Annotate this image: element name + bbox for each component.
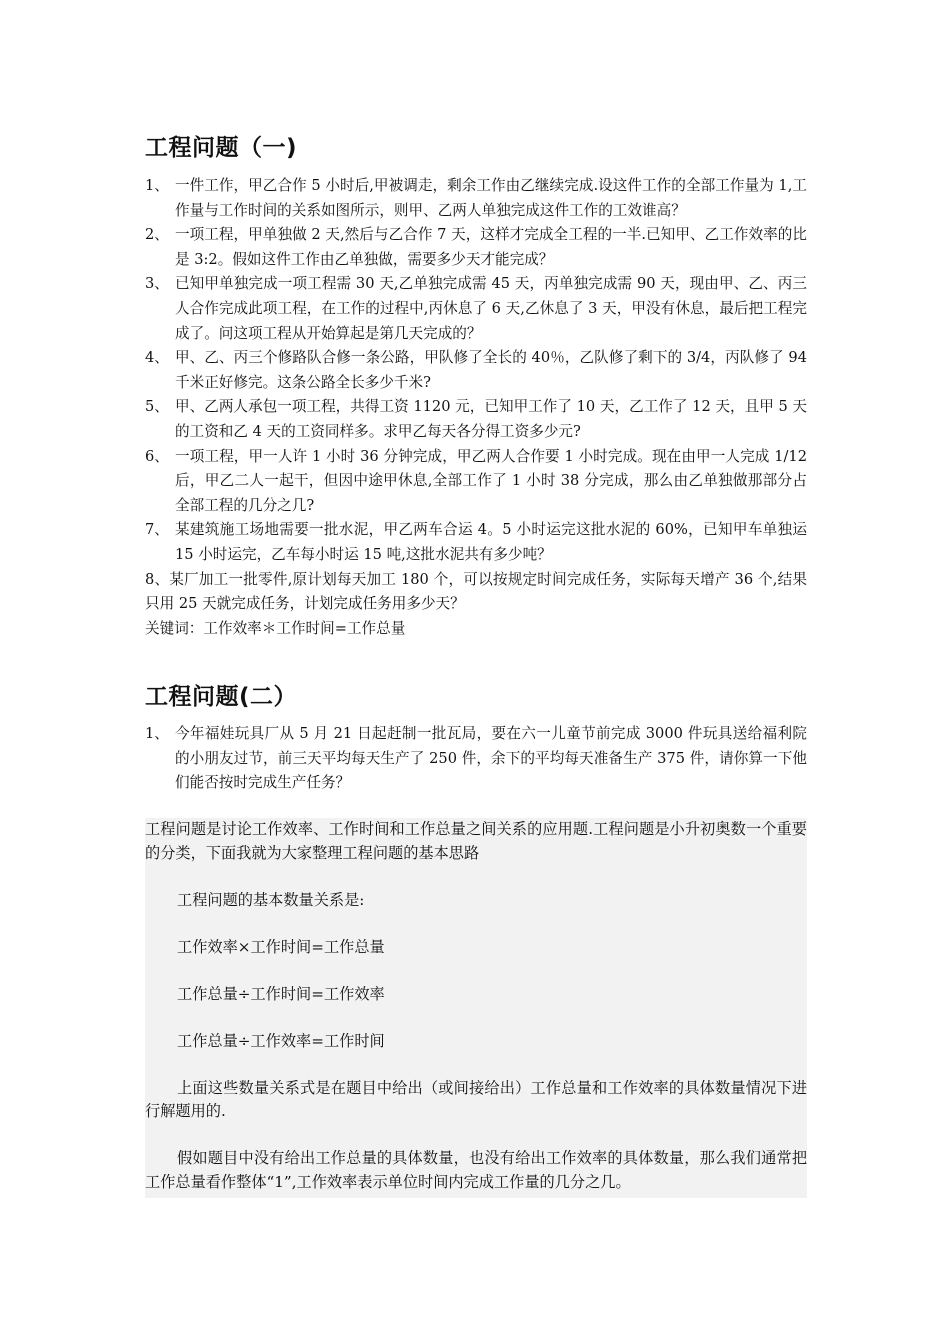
formula-3: 工作总量÷工作效率=工作时间 xyxy=(177,1031,385,1050)
explanation-intro: 工程问题是讨论工作效率、工作时间和工作总量之间关系的应用题.工程问题是小升初奥数一个重要的分类，下面我就为大家整理工程问题的基本思路 xyxy=(145,820,807,862)
section1-title: 工程问题（一) xyxy=(145,135,298,161)
problem-item-4 xyxy=(145,346,807,395)
problem-text: 一项工程，甲一人许 1 小时 36 分钟完成，甲乙两人合作要 1 小时完成。现在由甲一人完成 1/12 后，甲乙二人一起干，但因中途甲休息,全部工作了 1 小时 38 分完成，那么由乙单独做那部分占全部工程的几分之几? xyxy=(175,447,807,514)
explanation-note-1: 上面这些数量关系式是在题目中给出（或间接给出）工作总量和工作效率的具体数量情况下进行解题用的. xyxy=(145,1078,807,1120)
problem-number: 6、 xyxy=(145,447,169,465)
problem-text: 一件工作，甲乙合作 5 小时后,甲被调走，剩余工作由乙继续完成.设这件工作的全部工作量为 1,工作量与工作时间的关系如图所示，则甲、乙两人单独完成这件工作的工效谁高？ xyxy=(175,177,807,219)
problem-text: 已知甲单独完成一项工程需 30 天,乙单独完成需 45 天，丙单独完成需 90 天，现由甲、乙、丙三人合作完成此项工程，在工作的过程中,丙休息了 6 天,乙休息了 3 天，甲没有休息，最后把工程完成了。问这项工程从开始算起是第几天完成的？ xyxy=(175,275,807,342)
problem-text: 一项工程，甲单独做 2 天,然后与乙合作 7 天，这样才完成全工程的一半.已知甲、乙工作效率的比是 3:2。假如这件工作由乙单独做，需要多少天才能完成？ xyxy=(175,226,807,268)
explanation-box xyxy=(145,818,807,1198)
section2-title: 工程问题(二） xyxy=(145,684,298,710)
problem-number: 4、 xyxy=(145,349,169,367)
problem-number: 1、 xyxy=(145,177,169,194)
problem-item-2 xyxy=(145,223,807,272)
problem-text: 今年福娃玩具厂从 5 月 21 日起赶制一批瓦局，要在六一儿童节前完成 3000 件玩具送给福利院的小朋友过节，前三天平均每天生产了 250 件，余下的平均每天准备生产 375 件，请你算一下他们能否按时完成生产任务？ xyxy=(175,725,807,792)
problem-item-1 xyxy=(145,174,807,223)
problem-number: 1、 xyxy=(145,725,169,742)
problem-text: 某厂加工一批零件,原计划每天加工 180 个，可以按规定时间完成任务，实际每天增产 36 个,结果只用 25 天就完成任务，计划完成任务用多少天？ xyxy=(145,570,807,613)
problem-item-1 xyxy=(145,722,807,796)
problem-item-3 xyxy=(145,272,807,346)
problem-number: 8、 xyxy=(145,570,170,588)
problem-text: 甲、乙两人承包一项工程，共得工资 1120 元，已知甲工作了 10 天，乙工作了 12 天，且甲 5 天的工资和乙 4 天的工资同样多。求甲乙每天各分得工资多少元? xyxy=(175,398,807,440)
formula-2: 工作总量÷工作时间=工作效率 xyxy=(177,984,385,1003)
problem-number: 7、 xyxy=(145,521,169,539)
explanation-note-2: 假如题目中没有给出工作总量的具体数量，也没有给出工作效率的具体数量，那么我们通常把工作总量看作整体“1”,工作效率表示单位时间内完成工作量的几分之几。 xyxy=(145,1149,807,1191)
problem-item-5 xyxy=(145,395,807,444)
problem-item-6 xyxy=(145,445,807,519)
problem-number: 5、 xyxy=(145,398,169,416)
problem-number: 2、 xyxy=(145,226,169,244)
problem-item-7 xyxy=(145,518,807,567)
problem-item-8 xyxy=(145,568,807,617)
keyword-line: 关键词：工作效率＊工作时间=工作总量 xyxy=(145,619,406,637)
problem-text: 甲、乙、丙三个修路队合修一条公路，甲队修了全长的 40％，乙队修了剩下的 3/4，丙队修了 94 千米正好修完。这条公路全长多少千米? xyxy=(175,349,807,391)
section2-problem-list xyxy=(145,722,807,796)
problem-text: 某建筑施工场地需要一批水泥，甲乙两车合运 4。5 小时运完这批水泥的 60%，已知甲车单独运 15 小时运完，乙车每小时运 15 吨,这批水泥共有多少吨？ xyxy=(175,521,807,563)
section1-problem-list xyxy=(145,174,807,641)
problem-number: 3、 xyxy=(145,275,169,293)
formula-1: 工作效率×工作时间=工作总量 xyxy=(177,937,385,956)
relations-heading: 工程问题的基本数量关系是: xyxy=(177,890,365,909)
